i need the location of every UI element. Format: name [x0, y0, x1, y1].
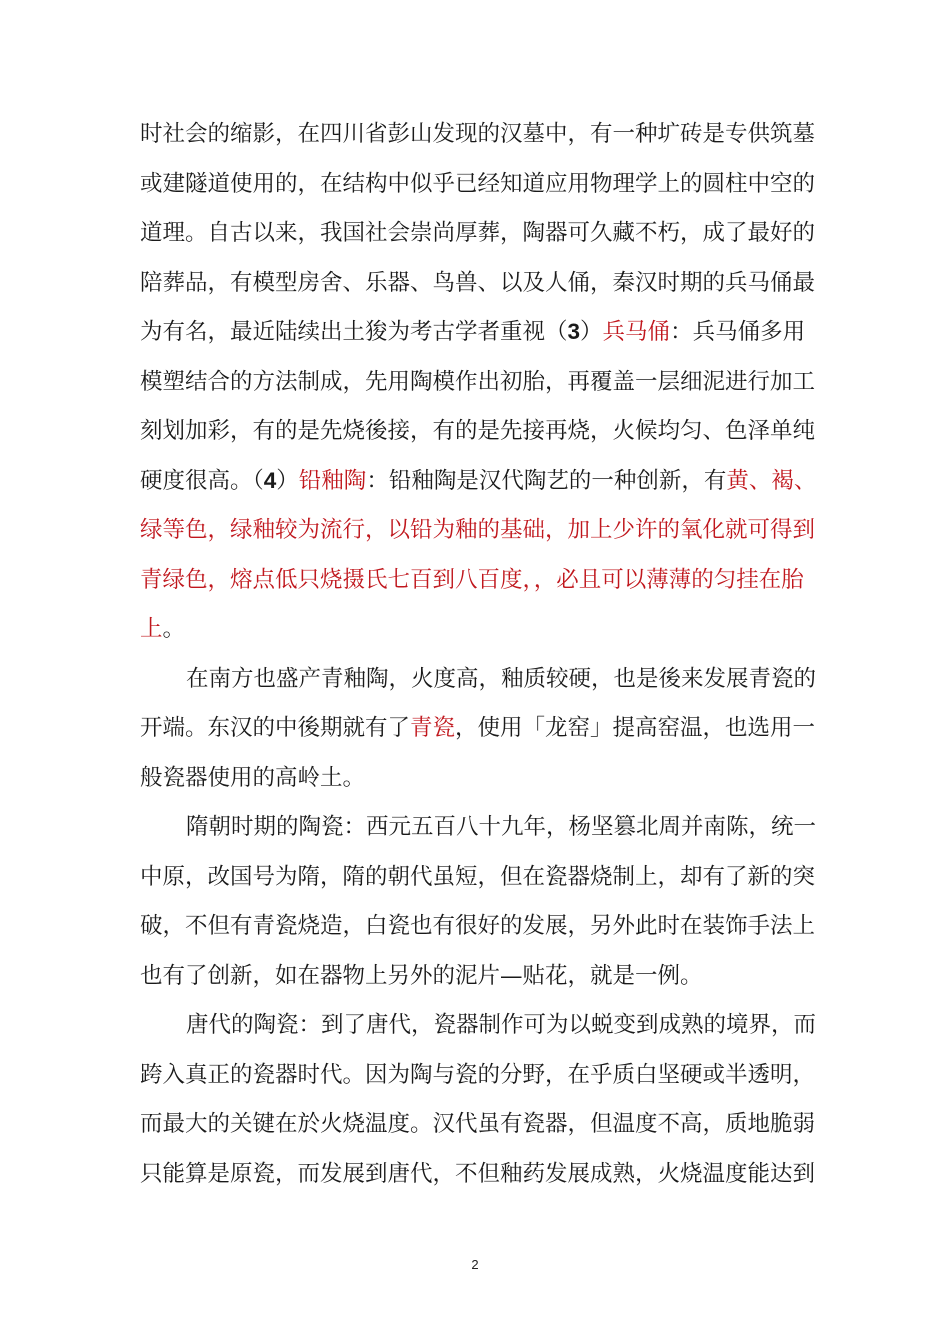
- text-segment: 。: [162, 616, 186, 642]
- text-line-4: 陪葬品，有模型房舍、乐器、鸟兽、以及人俑，秦汉时期的兵马俑最: [140, 270, 816, 296]
- page-number: 2: [471, 1257, 479, 1272]
- text-line-12: 在南方也盛产青釉陶，火度高，釉质较硬，也是後来发展青瓷的: [186, 666, 817, 692]
- text-line-8: [140, 466, 816, 496]
- text-segment: 开端。东汉的中後期就有了: [140, 715, 411, 741]
- highlight-celadon: 青瓷: [410, 715, 456, 741]
- text-segment: 硬度很高。（: [140, 468, 264, 494]
- text-line-21: 而最大的关键在於火烧温度。汉代虽有瓷器，但温度不高，质地脆弱: [140, 1111, 816, 1137]
- highlight-colors: 黄、褐、: [726, 468, 817, 494]
- text-line-11: [140, 614, 185, 644]
- text-line-1: 时社会的缩影，在四川省彭山发现的汉墓中，有一种圹砖是专供筑墓: [140, 121, 816, 147]
- text-line-9: 绿等色，绿釉较为流行，以铅为釉的基础，加上少许的氧化就可得到: [140, 517, 816, 543]
- text-line-2: 或建隧道使用的，在结构中似乎已经知道应用物理学上的圆柱中空的: [140, 171, 816, 197]
- text-segment: ：铅釉陶是汉代陶艺的一种创新，有: [366, 468, 727, 494]
- text-line-22: 只能算是原瓷，而发展到唐代，不但釉药发展成熟，火烧温度能达到: [140, 1161, 816, 1187]
- text-line-5: [140, 317, 805, 347]
- text-segment: ：兵马俑多用: [670, 319, 806, 345]
- text-line-18: 也有了创新，如在器物上另外的泥片—贴花，就是一例。: [140, 963, 703, 989]
- text-line-7: 刻划加彩，有的是先烧後接，有的是先接再烧，火候均匀、色泽单纯: [140, 418, 816, 444]
- text-line-6: 模塑结合的方法制成，先用陶模作出初胎，再覆盖一层细泥进行加工: [140, 369, 816, 395]
- text-segment: 为有名，最近陆续出土狻为考古学者重视（: [140, 319, 568, 345]
- item-number-3: 3: [567, 319, 581, 344]
- text-line-17: 破，不但有青瓷烧造，白瓷也有很好的发展，另外此时在装饰手法上: [140, 913, 816, 939]
- item-number-4: 4: [263, 468, 277, 493]
- highlight-lead-glaze-pottery: 铅釉陶: [298, 468, 367, 494]
- text-line-16: 中原，改国号为隋，隋的朝代虽短，但在瓷器烧制上，却有了新的突: [140, 864, 816, 890]
- text-line-19: 唐代的陶瓷：到了唐代，瓷器制作可为以蜕变到成熟的境界，而: [186, 1012, 817, 1038]
- text-line-3: 道理。自古以来，我国社会崇尚厚葬，陶器可久藏不朽，成了最好的: [140, 220, 816, 246]
- text-segment: ）: [276, 468, 299, 494]
- text-line-20: 跨入真正的瓷器时代。因为陶与瓷的分野，在乎质白坚硬或半透明，: [140, 1062, 816, 1088]
- highlight-terracotta-warriors: 兵马俑: [602, 319, 671, 345]
- text-line-10: 青绿色，熔点低只烧摄氏七百到八百度，，必且可以薄薄的匀挂在胎: [140, 567, 804, 593]
- text-segment-red: 上: [140, 616, 163, 642]
- text-line-14: 般瓷器使用的高岭土。: [140, 765, 366, 791]
- text-segment: ）: [580, 319, 603, 345]
- text-line-13: [140, 713, 815, 743]
- text-line-15: 隋朝时期的陶瓷：西元五百八十九年，杨坚篡北周并南陈，统一: [186, 814, 817, 840]
- text-segment: ，使用「龙窑」提高窑温，也选用一: [455, 715, 816, 741]
